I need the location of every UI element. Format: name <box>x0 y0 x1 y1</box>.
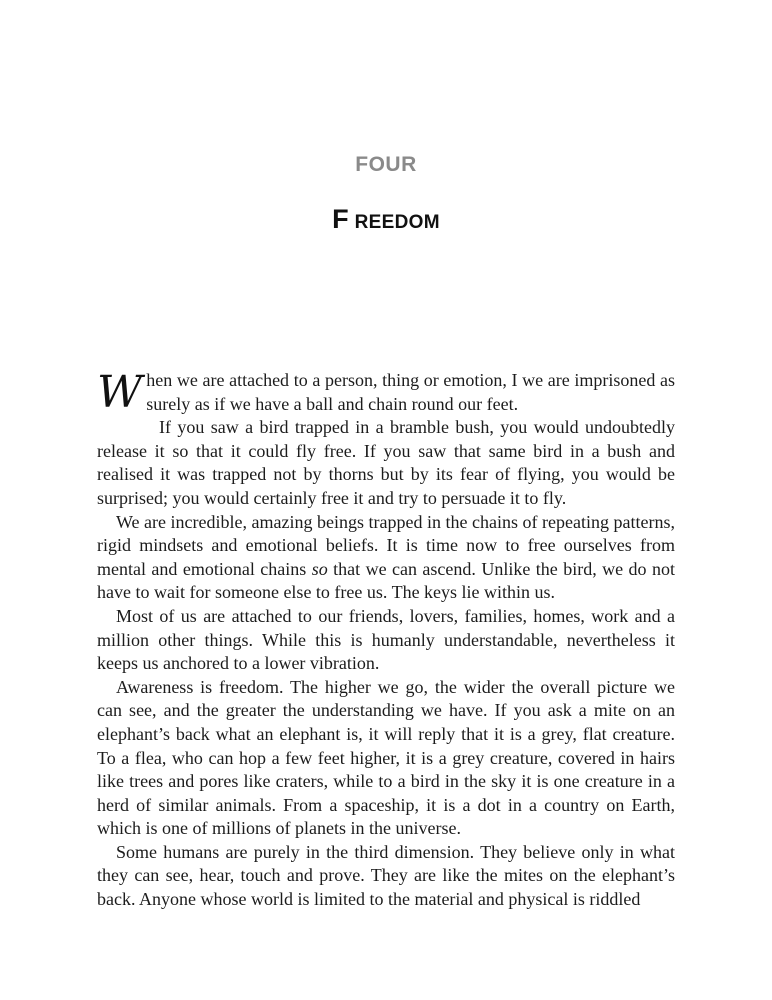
chapter-title-initial: F <box>332 204 349 234</box>
paragraph: Most of us are attached to our friends, lovers, families, homes, work and a million other things. While this is humanly understandable, nevertheless it keeps us anchored to a lower vibration. <box>97 605 675 674</box>
paragraph-opening <box>97 369 675 416</box>
paragraph-text: that we can ascend. Unlike the bird, we do not have to wait for someone else to free us. The keys lie within us. <box>97 558 676 603</box>
paragraph <box>97 511 675 605</box>
paragraph: If you saw a bird trapped in a bramble bush, you would undoubtedly release it so that it could fly free. If you saw that same bird in a bush and realised it was trapped not by thorns but by its fear of flying, you would be surprised; you would certainly free it and try to persuade it to fly. <box>97 417 675 508</box>
chapter-body <box>97 369 675 912</box>
paragraph: Some humans are purely in the third dimension. They believe only in what they can see, hear, touch and prove. They are like the mites on the elephant’s back. Anyone whose world is limited to the material and physical is riddled <box>97 841 675 910</box>
emphasis-text: so <box>311 558 328 579</box>
drop-cap: W <box>97 367 143 418</box>
chapter-title <box>0 206 772 233</box>
chapter-title-rest: REEDOM <box>354 212 440 233</box>
chapter-number: FOUR <box>355 153 417 176</box>
paragraph-text: We are incredible, amazing beings trapped in the chains of repeating patterns, rigid mindsets and emotional beliefs. It is time now to free ourselves from mental and emotional chains <box>97 511 675 579</box>
paragraph-opening-text: hen we are attached to a person, thing or emotion, I we are imprisoned as surely as if we have a ball and chain round our feet. <box>146 370 675 414</box>
paragraph: Awareness is freedom. The higher we go, the wider the overall picture we can see, and the greater the understanding we have. If you ask a mite on an elephant’s back what an elephant is, it will reply that it is a grey, flat creature. To a flea, who can hop a few feet higher, it is a grey creature, covered in hairs like trees and pores like craters, while to a bird in the sky it is one creature in a herd of similar animals. From a spaceship, it is a dot in a country on Earth, which is one of millions of planets in the universe. <box>97 676 675 839</box>
